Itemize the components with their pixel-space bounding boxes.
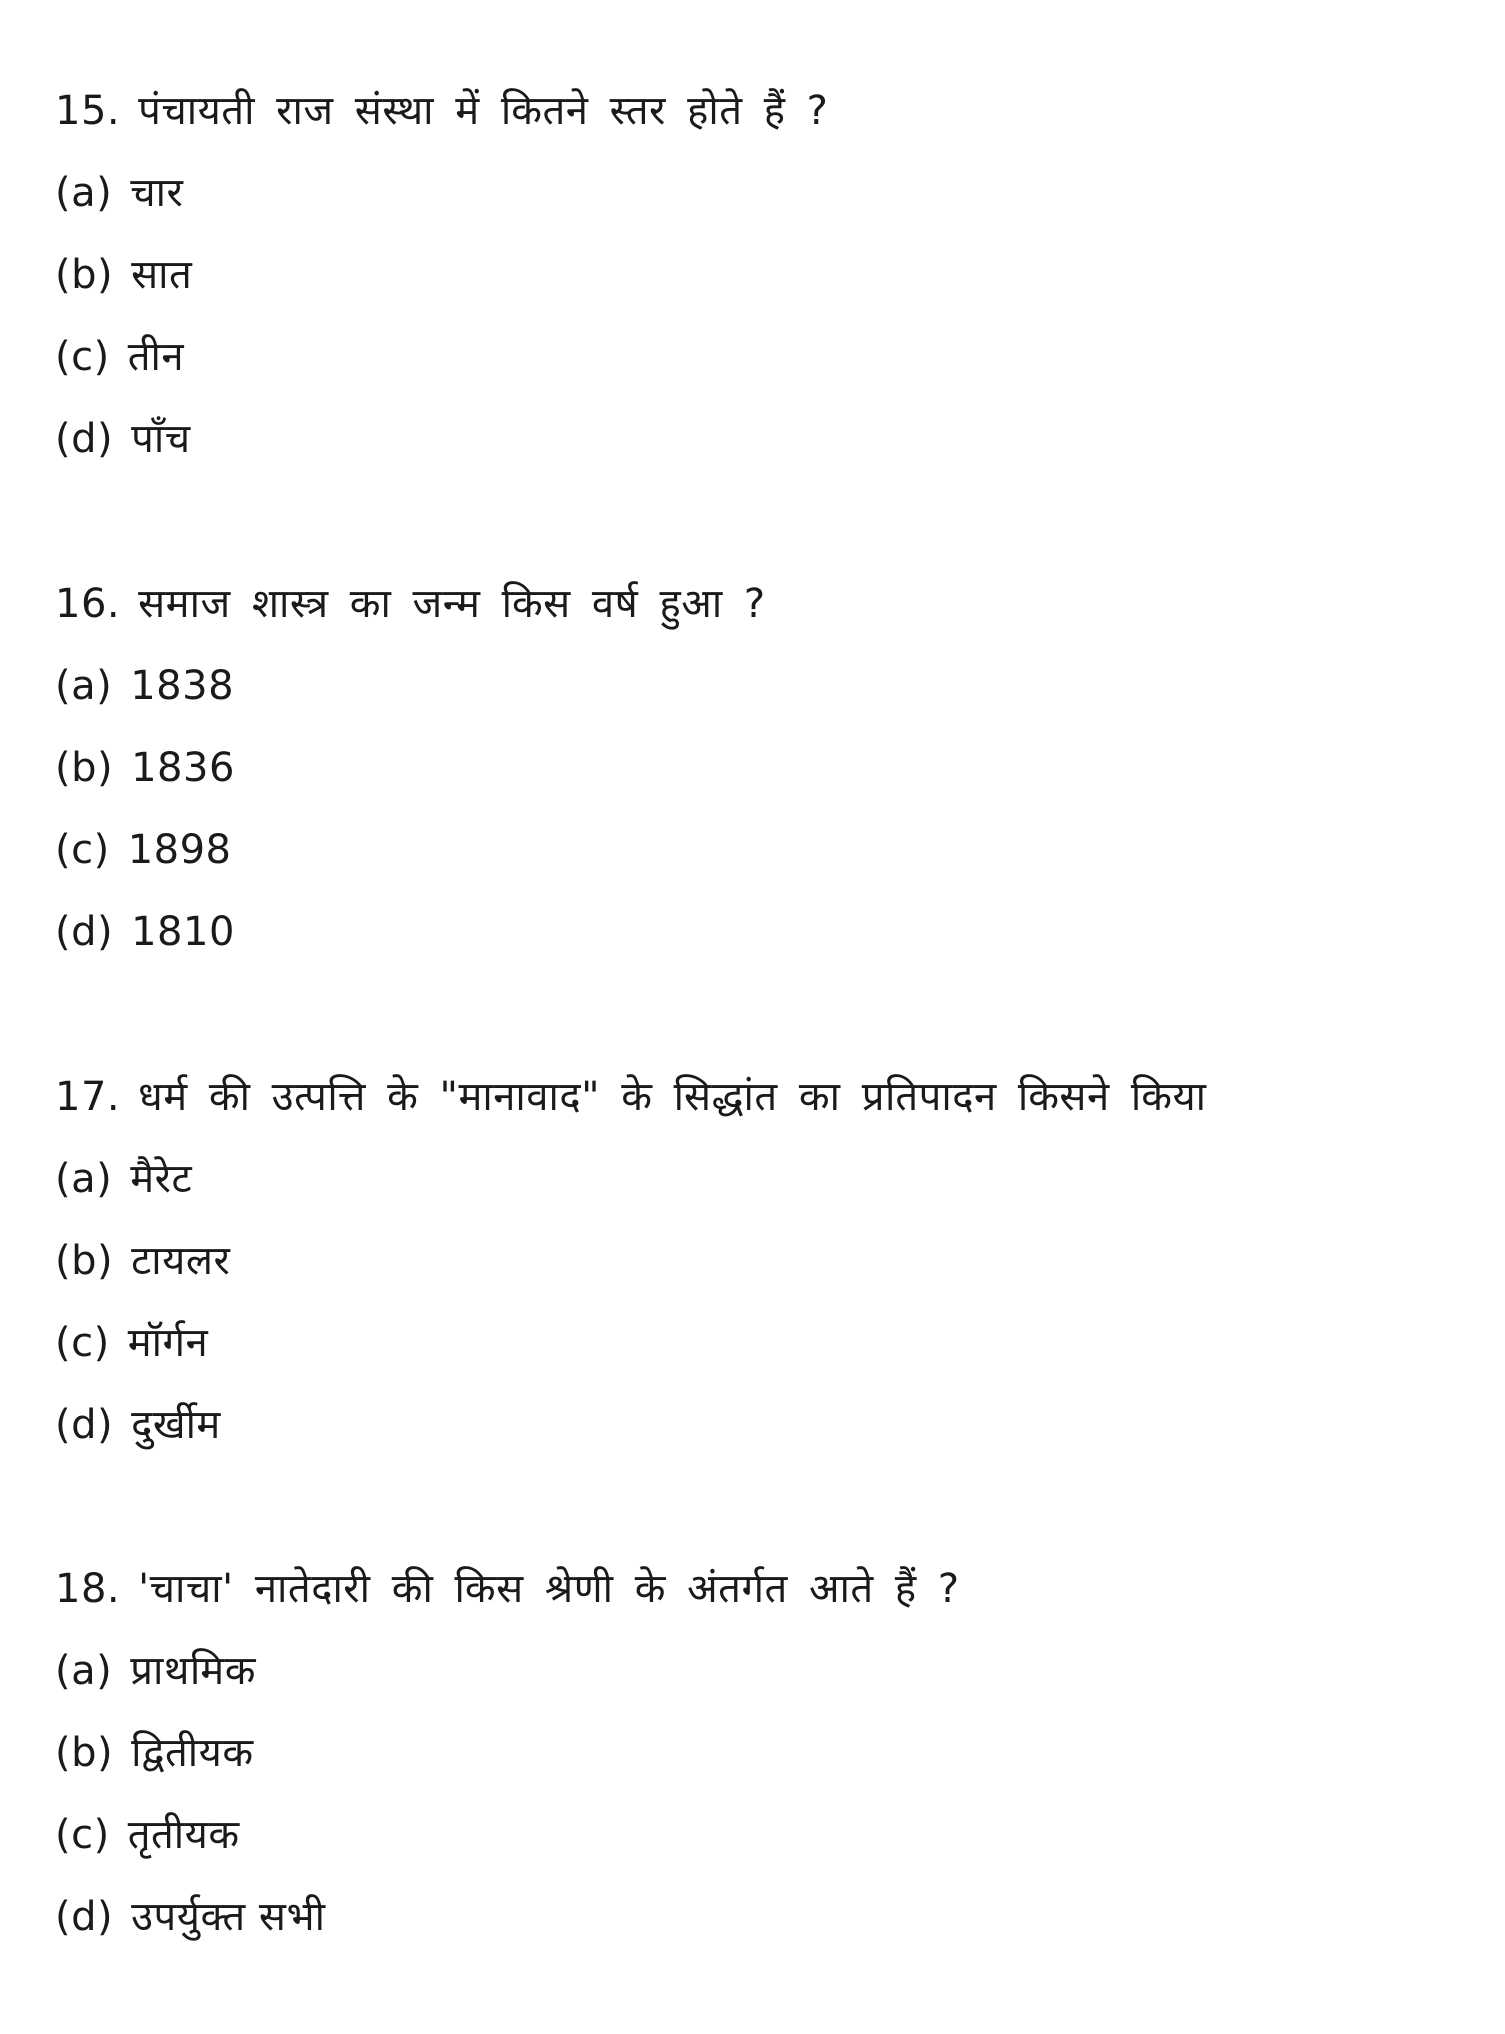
option-text: 1898 (127, 827, 232, 873)
option-c[interactable] (55, 316, 1455, 398)
question-stem (55, 1548, 1455, 1630)
option-letter: (d) (55, 1402, 114, 1448)
option-letter: (c) (55, 1812, 110, 1858)
option-text: 1838 (130, 663, 235, 709)
option-a[interactable] (55, 152, 1455, 234)
question-text: समाज शास्त्र का जन्म किस वर्ष हुआ ? (138, 581, 766, 627)
option-text: पाँच (131, 416, 191, 462)
option-b[interactable] (55, 1712, 1455, 1794)
option-letter: (b) (55, 1730, 114, 1776)
question-number: 15. (55, 88, 121, 134)
option-letter: (d) (55, 416, 114, 462)
question-number: 18. (55, 1566, 121, 1612)
option-d[interactable] (55, 1384, 1455, 1466)
option-text: सात (131, 252, 193, 298)
option-d[interactable] (55, 891, 1455, 973)
option-a[interactable] (55, 645, 1455, 727)
option-d[interactable] (55, 398, 1455, 480)
option-d[interactable] (55, 1876, 1455, 1958)
question-17 (55, 1056, 1455, 1466)
option-text: दुर्खीम (131, 1402, 221, 1448)
option-text: मॉर्गन (127, 1320, 209, 1366)
question-stem (55, 1056, 1455, 1138)
option-letter: (a) (55, 663, 113, 709)
option-c[interactable] (55, 1794, 1455, 1876)
option-text: प्राथमिक (130, 1648, 256, 1694)
option-text: चार (130, 170, 184, 216)
question-stem (55, 70, 1455, 152)
option-letter: (b) (55, 1238, 114, 1284)
option-letter: (c) (55, 1320, 110, 1366)
option-text: मैरेट (130, 1156, 193, 1202)
option-b[interactable] (55, 727, 1455, 809)
question-text: पंचायती राज संस्था में कितने स्तर होते हैं ? (138, 88, 829, 134)
option-text: द्वितीयक (131, 1730, 254, 1776)
option-letter: (d) (55, 1894, 114, 1940)
question-stem (55, 563, 1455, 645)
question-16 (55, 563, 1455, 973)
option-a[interactable] (55, 1630, 1455, 1712)
option-text: 1836 (131, 745, 235, 791)
option-letter: (b) (55, 745, 114, 791)
question-text: 'चाचा' नातेदारी की किस श्रेणी के अंतर्गत आते हैं ? (138, 1566, 960, 1612)
question-number: 17. (55, 1074, 121, 1120)
option-text: तीन (127, 334, 185, 380)
option-a[interactable] (55, 1138, 1455, 1220)
option-letter: (c) (55, 827, 110, 873)
option-c[interactable] (55, 1302, 1455, 1384)
option-letter: (d) (55, 909, 114, 955)
option-text: 1810 (131, 909, 235, 955)
option-b[interactable] (55, 234, 1455, 316)
question-18 (55, 1548, 1455, 1958)
option-text: टायलर (131, 1238, 231, 1284)
option-c[interactable] (55, 809, 1455, 891)
question-number: 16. (55, 581, 121, 627)
option-text: उपर्युक्त सभी (131, 1894, 326, 1940)
option-letter: (a) (55, 1156, 113, 1202)
option-letter: (b) (55, 252, 114, 298)
option-b[interactable] (55, 1220, 1455, 1302)
option-letter: (c) (55, 334, 110, 380)
option-letter: (a) (55, 170, 113, 216)
question-text: धर्म की उत्पत्ति के "मानावाद" के सिद्धांत का प्रतिपादन किसने किया (138, 1074, 1207, 1120)
option-letter: (a) (55, 1648, 113, 1694)
option-text: तृतीयक (127, 1812, 240, 1858)
question-15 (55, 70, 1455, 480)
